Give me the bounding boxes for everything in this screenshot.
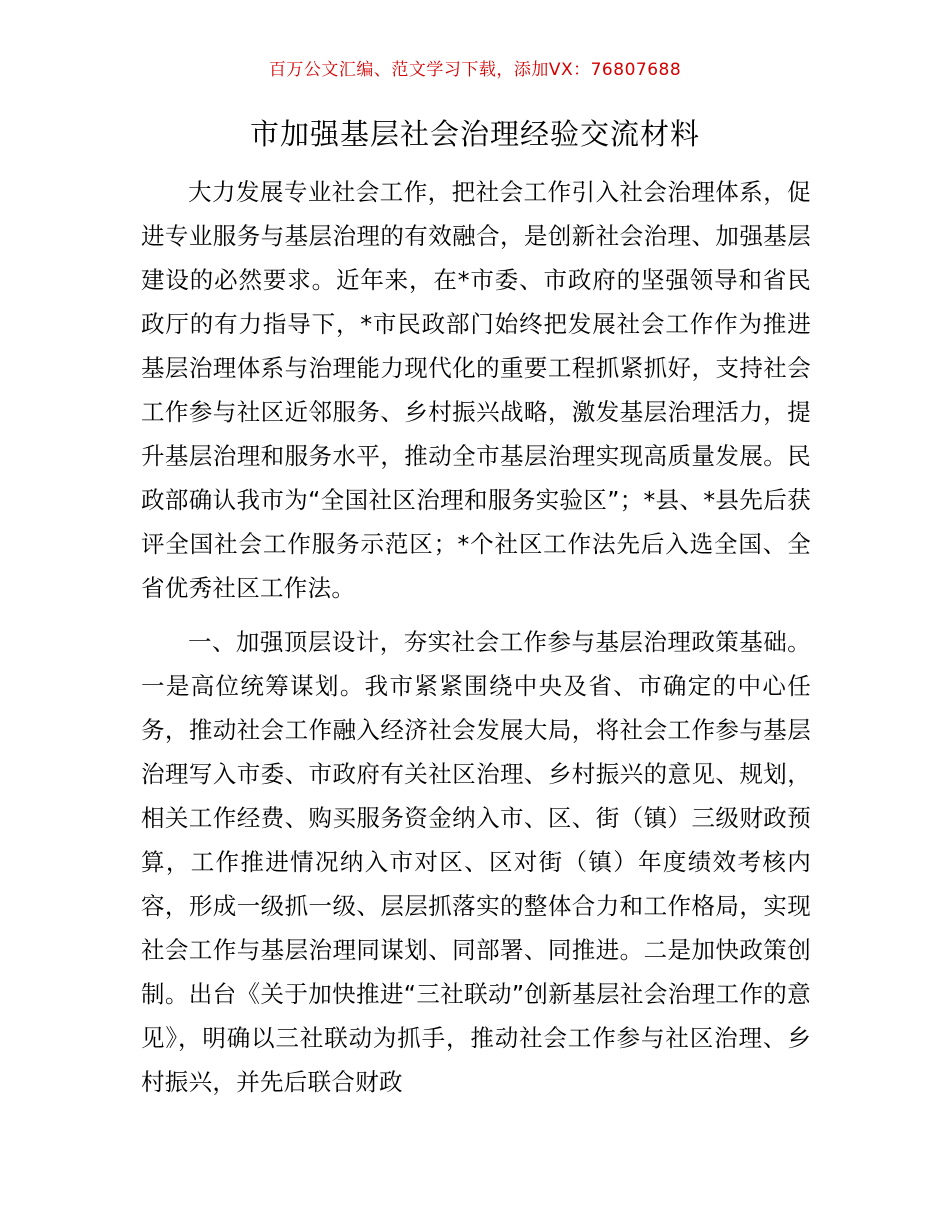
paragraph-intro: 大力发展专业社会工作，把社会工作引入社会治理体系，促进专业服务与基层治理的有效融合，是创新社会治理、加强基层建设的必然要求。近年来，在*市委、市政府的坚强领导和省民政厅的有力指导下，*市民政部门始终把发展社会工作作为推进基层治理体系与治理能力现代化的重要工程抓紧抓好，支持社会工作参与社区近邻服务、乡村振兴战略，激发基层治理活力，提升基层治理和服务水平，推动全市基层治理实现高质量发展。民政部确认我市为“全国社区治理和服务实验区”；*县、*县先后获评全国社会工作服务示范区；*个社区工作法先后入选全国、全省优秀社区工作法。	[141, 178, 811, 602]
document-title: 市加强基层社会治理经验交流材料	[249, 117, 700, 151]
paragraph-section-1: 一、加强顶层设计，夯实社会工作参与基层治理政策基础。一是高位统筹谋划。我市紧紧围绕中央及省、市确定的中心任务，推动社会工作融入经济社会发展大局，将社会工作参与基层治理写入市委、市政府有关社区治理、乡村振兴的意见、规划，相关工作经费、购买服务资金纳入市、区、街（镇）三级财政预算，工作推进情况纳入市对区、区对街（镇）年度绩效考核内容，形成一级抓一级、层层抓落实的整体合力和工作格局，实现社会工作与基层治理同谋划、同部署、同推进。二是加快政策创制。出台《关于加快推进“三社联动”创新基层社会治理工作的意见》，明确以三社联动为抓手，推动社会工作参与社区治理、乡村振兴，并先后联合财政	[141, 628, 811, 1096]
document-body	[141, 170, 811, 1114]
header-note: 百万公文汇编、范文学习下载，添加VX：76807688	[268, 60, 682, 80]
